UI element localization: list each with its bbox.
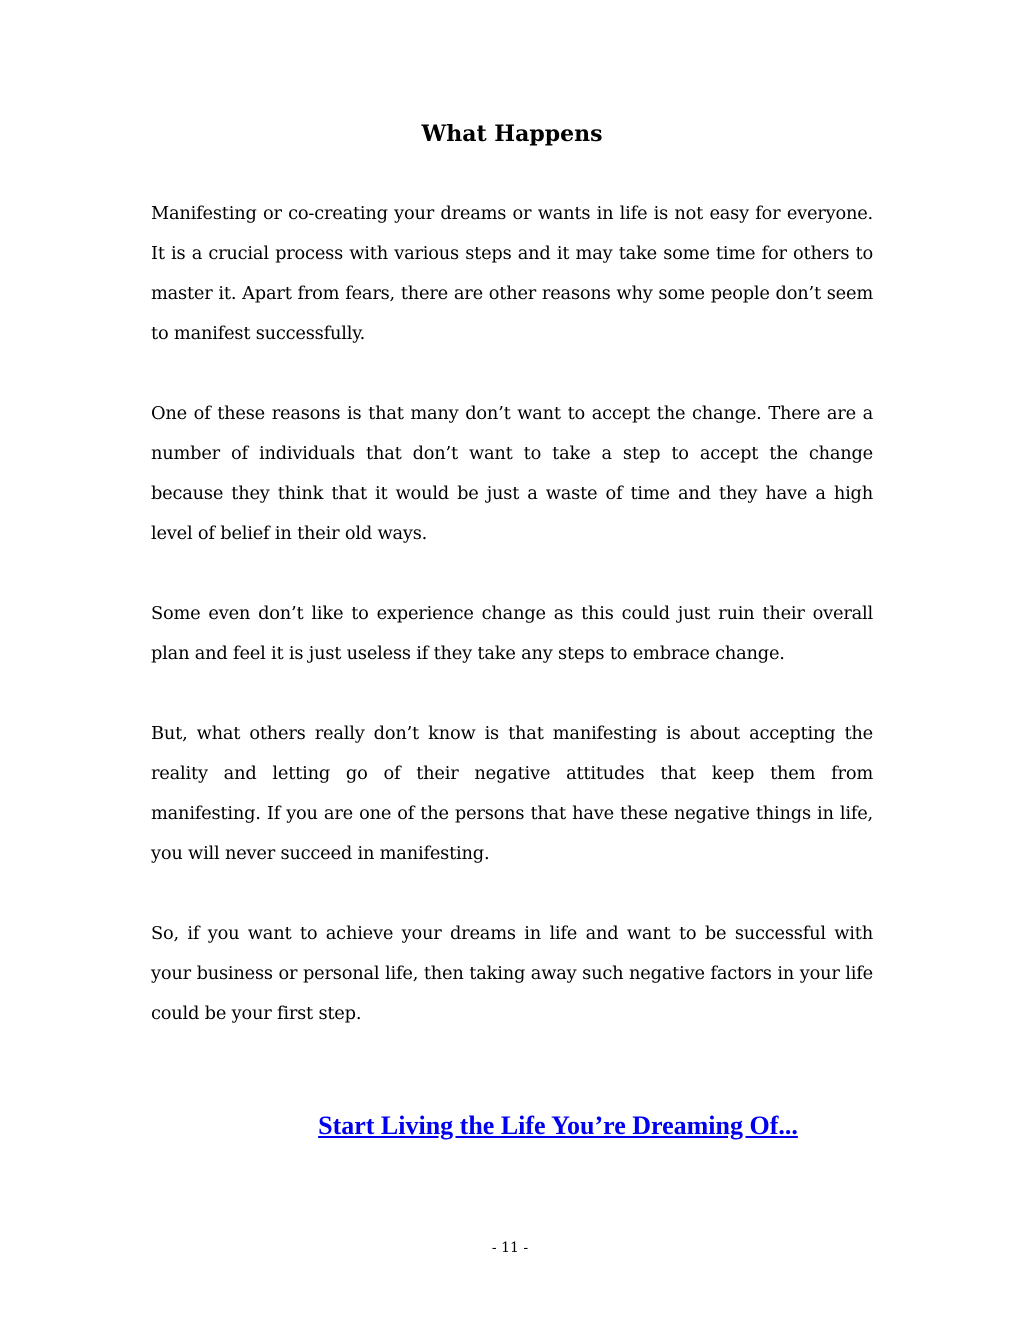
start-living-link[interactable]: Start Living the Life You’re Dreaming Of... — [318, 1111, 798, 1140]
page-number: - 11 - — [491, 1240, 529, 1256]
paragraph-5: So, if you want to achieve your dreams in life and want to be successful with your business or personal life, then taking away such negative factors in your life could be your first step. — [151, 923, 873, 1024]
body-text — [151, 194, 873, 1034]
paragraph-3: Some even don’t like to experience change as this could just ruin their overall plan and feel it is just useless if they take any steps to embrace change. — [151, 603, 873, 664]
page-title: What Happens — [421, 121, 603, 147]
paragraph-4: But, what others really don’t know is that manifesting is about accepting the reality and letting go of their negative attitudes that keep them from manifesting. If you are one of the persons that have these negative things in life, you will never succeed in manifesting. — [151, 723, 873, 864]
paragraph-1: Manifesting or co-creating your dreams or wants in life is not easy for everyone. It is a crucial process with various steps and it may take some time for others to master it. Apart from fears, there are other reasons why some people don’t seem to manifest successfully. — [151, 203, 873, 344]
paragraph-2: One of these reasons is that many don’t want to accept the change. There are a number of individuals that don’t want to take a step to accept the change because they think that it would be just a waste of time and they have a high level of belief in their old ways. — [151, 403, 873, 544]
